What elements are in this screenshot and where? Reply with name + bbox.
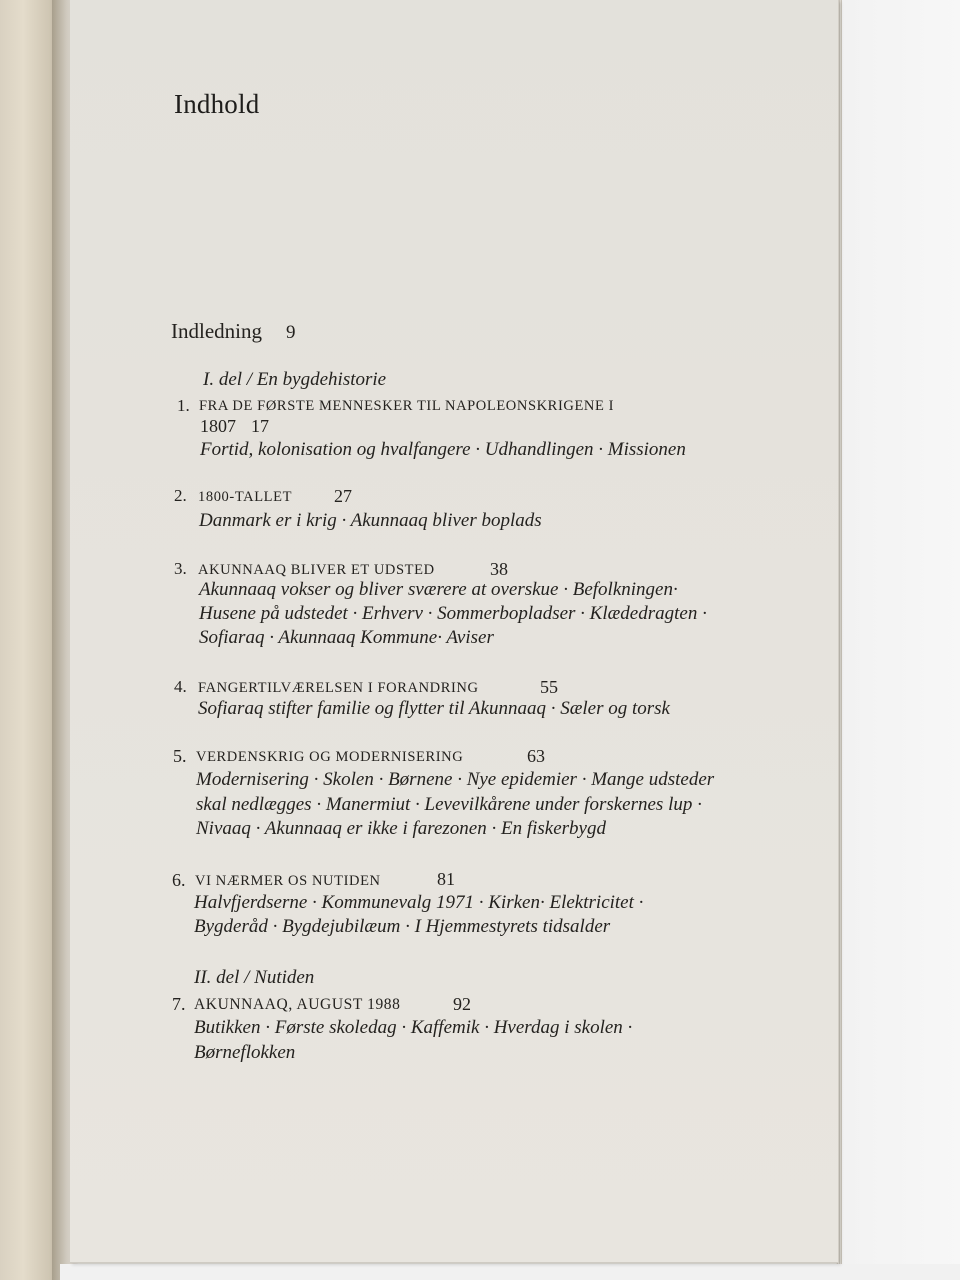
chapter-7-page: 92 bbox=[453, 994, 471, 1014]
facing-page-edge bbox=[0, 0, 58, 1280]
chapter-5-subtopics-line2: skal nedlægges · Manermiut · Levevilkårene under forskernes lup · bbox=[196, 794, 702, 815]
chapter-2-title: 1800-TALLET bbox=[198, 489, 293, 505]
chapter-3-subtopics-line3: Sofiaraq · Akunnaaq Kommune· Aviser bbox=[199, 627, 494, 648]
table-surface bbox=[842, 0, 960, 1280]
chapter-6-page: 81 bbox=[437, 869, 455, 889]
chapter-4-number: 4. bbox=[174, 677, 187, 696]
chapter-1-subtopics: Fortid, kolonisation og hvalfangere · Udhandlingen · Missionen bbox=[200, 439, 686, 460]
chapter-7-title: AKUNNAAQ, AUGUST 1988 bbox=[194, 996, 401, 1013]
chapter-4-subtopics: Sofiaraq stifter familie og flytter til Akunnaaq · Sæler og torsk bbox=[198, 698, 670, 719]
chapter-1-title-cont: 1807 bbox=[200, 416, 236, 436]
chapter-5-subtopics-line1: Modernisering · Skolen · Børnene · Nye epidemier · Mange udsteder bbox=[196, 769, 715, 790]
chapter-2-subtopics: Danmark er i krig · Akunnaaq bliver boplads bbox=[199, 510, 542, 531]
chapter-5-title: VERDENSKRIG OG MODERNISERING bbox=[196, 749, 464, 765]
chapter-1-title: FRA DE FØRSTE MENNESKER TIL NAPOLEONSKRIGENE I bbox=[199, 398, 615, 414]
chapter-1-page: 17 bbox=[251, 416, 269, 436]
toc-entry-intro-page: 9 bbox=[286, 322, 296, 343]
chapter-2-page: 27 bbox=[334, 486, 352, 506]
chapter-6-subtopics-line2: Bygderåd · Bygdejubilæum · I Hjemmestyrets tidsalder bbox=[194, 916, 611, 937]
chapter-3-subtopics-line2: Husene på udstedet · Erhverv · Sommerbopladser · Klædedragten · bbox=[199, 603, 707, 624]
chapter-4-page: 55 bbox=[540, 677, 558, 697]
chapter-3-title: AKUNNAAQ BLIVER ET UDSTED bbox=[198, 562, 435, 578]
chapter-3-subtopics-line1: Akunnaaq vokser og bliver sværere at overskue · Befolkningen· bbox=[199, 579, 678, 600]
chapter-2-number: 2. bbox=[174, 486, 187, 505]
toc-entry-intro-title: Indledning bbox=[171, 319, 262, 343]
chapter-6-title: VI NÆRMER OS NUTIDEN bbox=[195, 873, 381, 889]
chapter-6-number: 6. bbox=[172, 870, 186, 890]
chapter-6-subtopics-line1: Halvfjerdserne · Kommunevalg 1971 · Kirken· Elektricitet · bbox=[194, 892, 644, 913]
table-surface-bottom bbox=[60, 1264, 960, 1280]
chapter-1-number: 1. bbox=[177, 396, 190, 415]
chapter-5-subtopics-line3: Nivaaq · Akunnaaq er ikke i farezonen · En fiskerbygd bbox=[196, 818, 606, 839]
part-heading-1: I. del / En bygdehistorie bbox=[203, 369, 387, 390]
part-heading-2: II. del / Nutiden bbox=[194, 967, 315, 988]
chapter-3-page: 38 bbox=[490, 559, 508, 579]
page-title: Indhold bbox=[174, 89, 260, 119]
chapter-4-title: FANGERTILVÆRELSEN I FORANDRING bbox=[198, 680, 479, 696]
chapter-7-subtopics-line1: Butikken · Første skoledag · Kaffemik · Hverdag i skolen · bbox=[194, 1017, 633, 1038]
chapter-7-number: 7. bbox=[172, 994, 186, 1014]
chapter-5-page: 63 bbox=[527, 746, 545, 766]
chapter-5-number: 5. bbox=[173, 746, 187, 766]
chapter-7-subtopics-line2: Børneflokken bbox=[194, 1042, 296, 1063]
chapter-3-number: 3. bbox=[174, 559, 187, 578]
